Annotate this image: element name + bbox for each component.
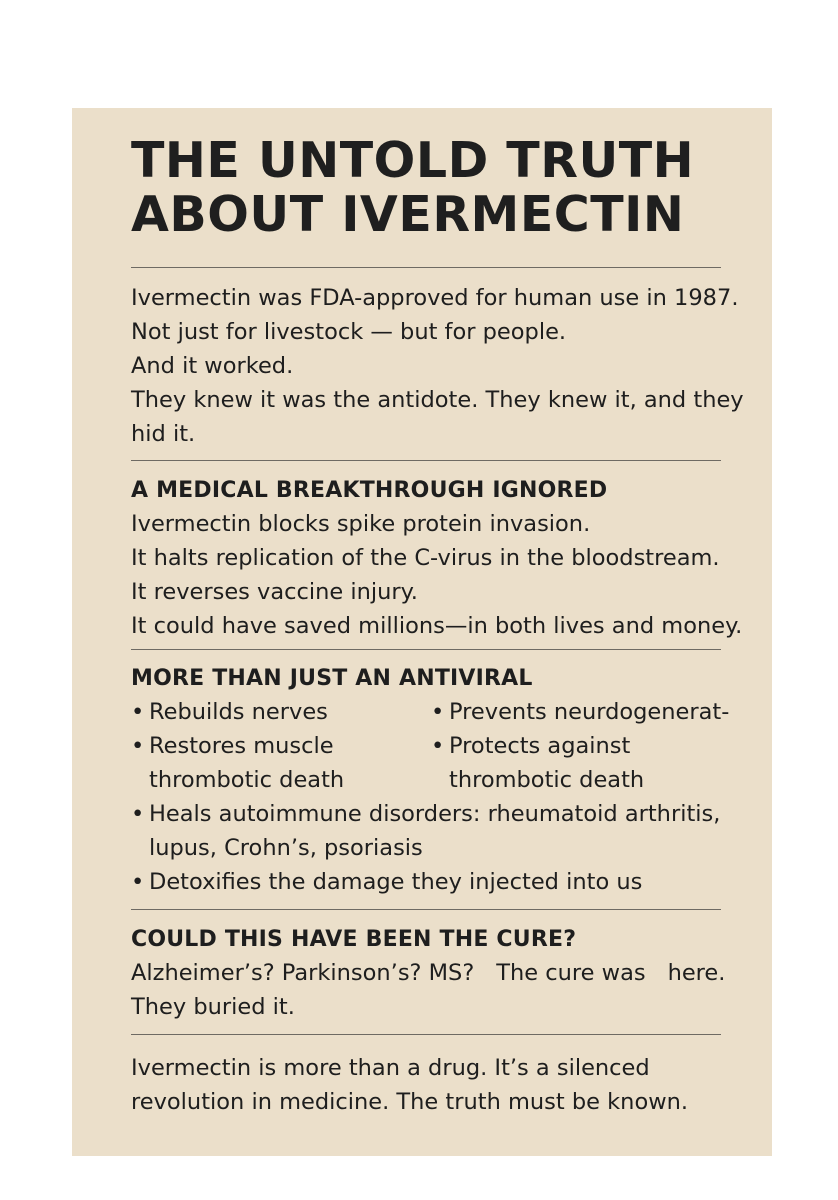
bullet-item-continuation xyxy=(131,763,431,797)
intro-section xyxy=(131,281,744,451)
poster-content xyxy=(131,132,744,1119)
cure-statement: The cure was xyxy=(496,960,646,986)
divider xyxy=(131,267,721,268)
intro-line: Ivermectin was FDA-approved for human use in 1987. xyxy=(131,285,739,311)
breakthrough-line: It could have saved millions—in both lives and money. xyxy=(131,613,743,639)
section-heading: MORE THAN JUST AN ANTIVIRAL xyxy=(131,666,533,691)
bullet-text: Protects against xyxy=(449,733,631,759)
bullet-text: lupus, Crohn’s, psoriasis xyxy=(149,835,423,861)
breakthrough-section xyxy=(131,475,743,643)
title-line: THE UNTOLD TRUTH xyxy=(131,132,695,189)
cure-statement-end: here. xyxy=(667,960,726,986)
breakthrough-line: It halts replication of the C-virus in the bloodstream. xyxy=(131,545,720,571)
bullet-icon: • xyxy=(131,699,145,725)
intro-line: Not just for livestock — but for people. xyxy=(131,319,567,345)
benefit-column-left xyxy=(131,695,431,797)
benefit-columns xyxy=(131,695,730,797)
poster-card xyxy=(72,108,772,1156)
bullet-text: Heals autoimmune disorders: rheumatoid arthritis, xyxy=(149,801,721,827)
breakthrough-line: It reverses vaccine injury. xyxy=(131,579,418,605)
cure-section xyxy=(131,924,726,1024)
intro-line: And it worked. xyxy=(131,353,294,379)
bullet-item xyxy=(431,729,721,763)
bullet-item-continuation xyxy=(431,763,721,797)
divider xyxy=(131,460,721,461)
divider xyxy=(131,909,721,910)
intro-line: They knew it was the antidote. They knew it, and they xyxy=(131,387,744,413)
intro-line: hid it. xyxy=(131,421,196,447)
divider xyxy=(131,649,721,650)
bullet-item xyxy=(131,797,721,831)
cure-line: They buried it. xyxy=(131,994,295,1020)
bullet-text: thrombotic death xyxy=(149,767,345,793)
bullet-text: Prevents neurdogenerat- xyxy=(449,699,730,725)
bullet-text: thrombotic death xyxy=(449,767,645,793)
bullet-icon: • xyxy=(431,733,445,759)
bullet-text: Rebuilds nerves xyxy=(149,699,328,725)
closing-line: revolution in medicine. The truth must be known. xyxy=(131,1089,689,1115)
bullet-text: Detoxifies the damage they injected into us xyxy=(149,869,643,895)
bullet-item xyxy=(431,695,730,729)
antiviral-section xyxy=(131,663,730,899)
breakthrough-line: Ivermectin blocks spike protein invasion. xyxy=(131,511,591,537)
bullet-icon: • xyxy=(131,869,145,895)
poster-title xyxy=(131,134,721,242)
bullet-item-continuation xyxy=(131,831,721,865)
bullet-item xyxy=(131,865,721,899)
title-line: ABOUT IVERMECTIN xyxy=(131,186,685,243)
benefit-column-right xyxy=(431,695,730,797)
section-heading: A MEDICAL BREAKTHROUGH IGNORED xyxy=(131,478,608,503)
closing-line: Ivermectin is more than a drug. It’s a silenced xyxy=(131,1055,650,1081)
bullet-icon: • xyxy=(131,733,145,759)
bullet-icon: • xyxy=(131,801,145,827)
bullet-icon: • xyxy=(431,699,445,725)
section-heading: COULD THIS HAVE BEEN THE CURE? xyxy=(131,927,577,952)
divider xyxy=(131,1034,721,1035)
bullet-item xyxy=(131,729,431,763)
closing-section xyxy=(131,1051,721,1119)
cure-line xyxy=(131,956,726,990)
bullet-item xyxy=(131,695,431,729)
cure-question: Alzheimer’s? Parkinson’s? MS? xyxy=(131,960,475,986)
bullet-text: Restores muscle xyxy=(149,733,334,759)
